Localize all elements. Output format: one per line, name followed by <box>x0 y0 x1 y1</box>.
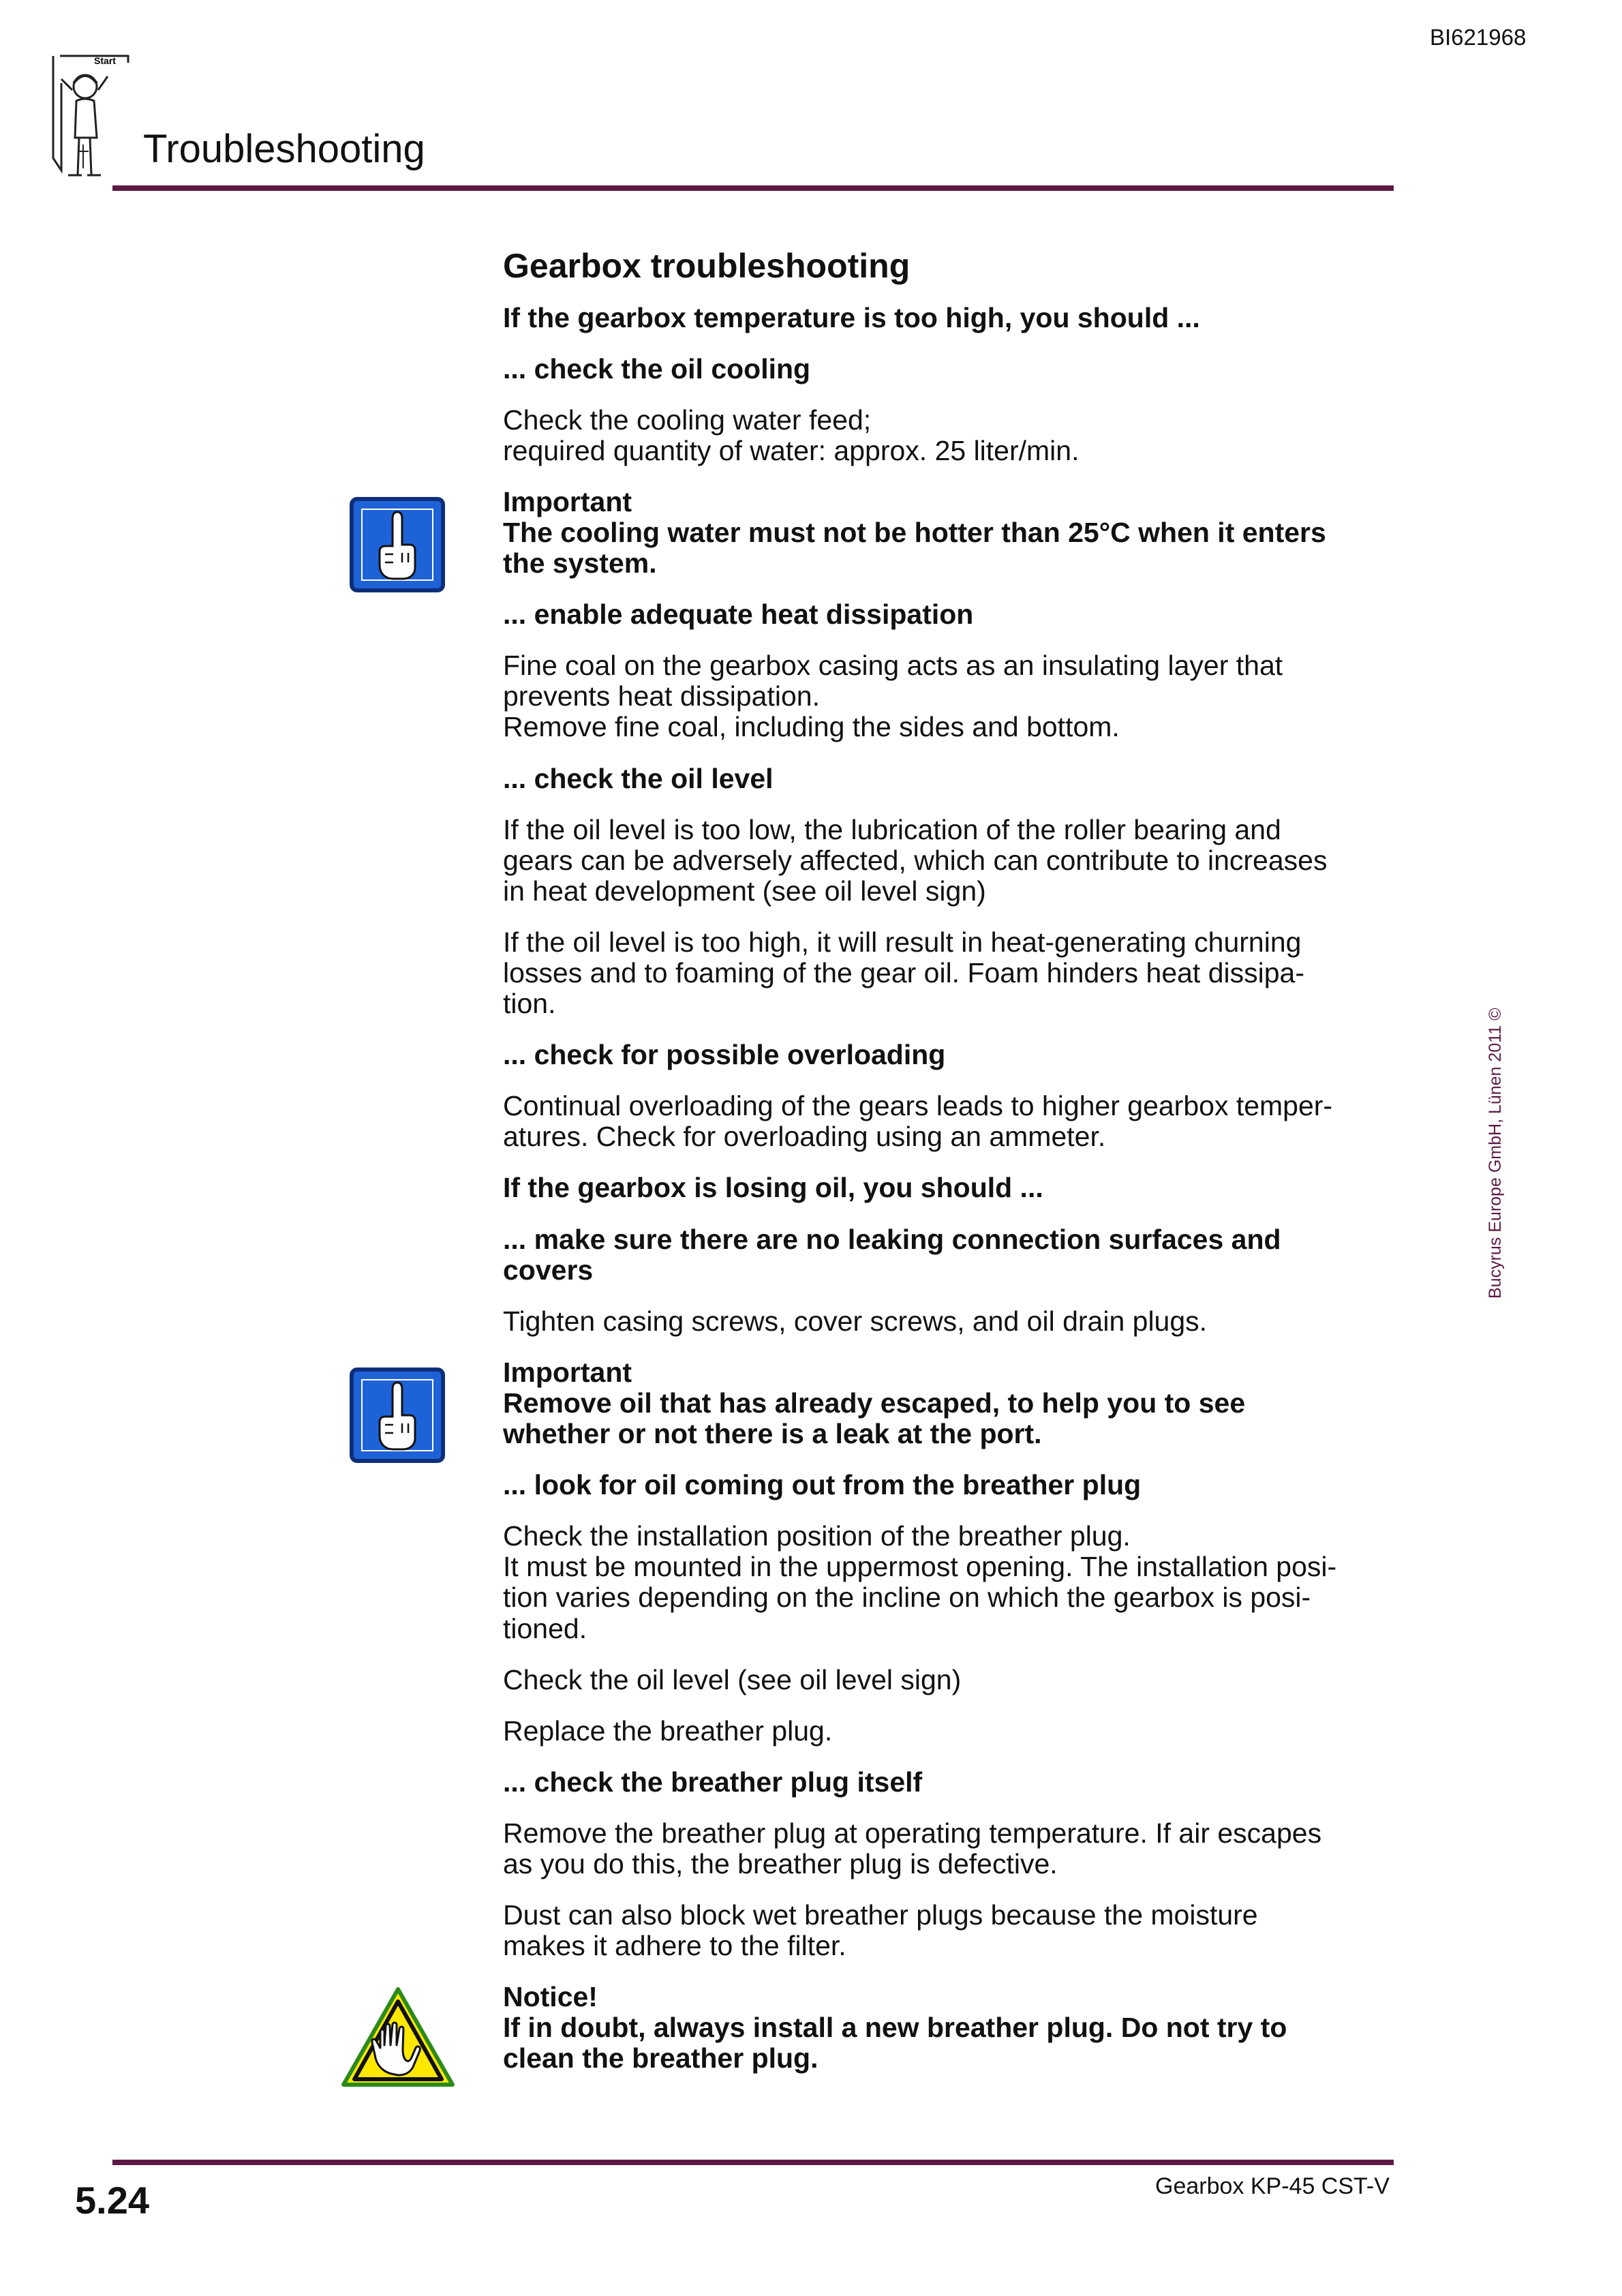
text-line: Check the installation position of the breather plug. <box>503 1520 1131 1552</box>
logo-start-label: Start <box>94 55 116 66</box>
subheading <box>503 1767 1396 1798</box>
text-line: ... check the breather plug itself <box>503 1766 923 1798</box>
text-line: ... look for oil coming out from the breather plug <box>503 1469 1142 1501</box>
notice-text <box>503 2012 1396 2074</box>
text-line: ... check the oil level <box>503 762 774 794</box>
subheading <box>503 1040 1396 1070</box>
text-line: tion. <box>503 988 556 1020</box>
text-line: gears can be adversely affected, which can contribute to increases <box>503 844 1328 876</box>
paragraph <box>503 650 1396 742</box>
subheading <box>503 764 1396 794</box>
text-line: Remove oil that has already escaped, to help you to see <box>503 1387 1246 1419</box>
subheading <box>503 1470 1396 1500</box>
text-line: as you do this, the breather plug is defective. <box>503 1847 1058 1879</box>
text-line: in heat development (see oil level sign) <box>503 875 986 907</box>
paragraph <box>503 1091 1396 1152</box>
text-line: tioned. <box>503 1612 587 1644</box>
content-blocks <box>503 303 1396 2074</box>
text-line: ... enable adequate heat dissipation <box>503 599 974 631</box>
text-line: The cooling water must not be hotter than 25°C when it enters <box>503 516 1326 548</box>
paragraph <box>503 1521 1396 1644</box>
text-line: If in doubt, always install a new breather plug. Do not try to <box>503 2012 1287 2044</box>
footer-rule <box>112 2160 1394 2165</box>
paragraph <box>503 1665 1396 1695</box>
text-line: ... check the oil cooling <box>503 352 811 384</box>
text-line: If the oil level is too high, it will result in heat-generating churning <box>503 926 1302 958</box>
section-title: Troubleshooting <box>143 127 425 171</box>
text-line: tion varies depending on the incline on which the gearbox is posi- <box>503 1582 1311 1614</box>
notice-label: Important <box>503 485 632 517</box>
text-line: Replace the breather plug. <box>503 1715 833 1747</box>
paragraph <box>503 1818 1396 1879</box>
text-line: If the oil level is too low, the lubrication of the roller bearing and <box>503 813 1281 845</box>
paragraph <box>503 1716 1396 1747</box>
text-line: required quantity of water: approx. 25 liter/min. <box>503 434 1080 466</box>
main-content <box>503 247 1396 2095</box>
paragraph <box>503 1900 1396 1961</box>
subheading <box>503 1224 1396 1286</box>
text-line: Dust can also block wet breather plugs because the moisture <box>503 1899 1258 1931</box>
text-line: atures. Check for overloading using an ammeter. <box>503 1121 1106 1153</box>
text-line: Check the oil level (see oil level sign) <box>503 1663 962 1695</box>
doc-id: BI621968 <box>1430 25 1527 50</box>
text-line: Check the cooling water feed; <box>503 404 872 436</box>
paragraph <box>503 405 1396 466</box>
text-line: If the gearbox is losing oil, you should ... <box>503 1172 1043 1204</box>
pointing-hand-icon <box>350 497 445 592</box>
page-number: 5.24 <box>75 2179 149 2222</box>
subheading <box>503 599 1396 630</box>
text-line: losses and to foaming of the gear oil. Foam hinders heat dissipa- <box>503 957 1304 988</box>
text-line: Continual overloading of the gears leads to higher gearbox temper- <box>503 1090 1333 1122</box>
notice-label: Notice! <box>503 1981 598 2013</box>
notice-text <box>503 517 1396 579</box>
important-notice <box>503 487 1396 579</box>
warning-hand-icon <box>339 1985 457 2089</box>
text-line: covers <box>503 1254 594 1286</box>
paragraph <box>503 1306 1396 1337</box>
important-notice <box>503 1357 1396 1449</box>
subheading <box>503 1173 1396 1203</box>
text-line: Fine coal on the gearbox casing acts as an insulating layer that <box>503 650 1283 682</box>
notice-text <box>503 1388 1396 1449</box>
troubleshooting-figure-icon <box>48 49 136 185</box>
text-line: Remove the breather plug at operating temperature. If air escapes <box>503 1817 1322 1849</box>
header-rule <box>112 185 1394 191</box>
subheading <box>503 354 1396 384</box>
page-title: Gearbox troubleshooting <box>503 247 911 285</box>
notice-label: Important <box>503 1356 632 1388</box>
text-line: If the gearbox temperature is too high, you should ... <box>503 301 1200 333</box>
text-line: Tighten casing screws, cover screws, and oil drain plugs. <box>503 1305 1208 1337</box>
text-line: prevents heat dissipation. <box>503 680 820 712</box>
text-line: clean the breather plug. <box>503 2042 818 2074</box>
copyright-notice: Bucyrus Europe GmbH, Lünen 2011 © <box>1486 1008 1505 1299</box>
footer-doc-title: Gearbox KP-45 CST-V <box>1155 2173 1390 2199</box>
text-line: ... check for possible overloading <box>503 1039 946 1071</box>
text-line: the system. <box>503 547 657 579</box>
text-line: Remove fine coal, including the sides and bottom. <box>503 711 1120 743</box>
text-line: ... make sure there are no leaking connection surfaces and <box>503 1223 1281 1255</box>
text-line: It must be mounted in the uppermost opening. The installation posi- <box>503 1551 1337 1583</box>
text-line: makes it adhere to the filter. <box>503 1930 846 1962</box>
text-line: whether or not there is a leak at the port. <box>503 1418 1042 1450</box>
pointing-hand-icon <box>350 1368 445 1463</box>
warning-notice <box>503 1982 1396 2074</box>
subheading <box>503 303 1396 333</box>
paragraph <box>503 815 1396 907</box>
paragraph <box>503 927 1396 1019</box>
